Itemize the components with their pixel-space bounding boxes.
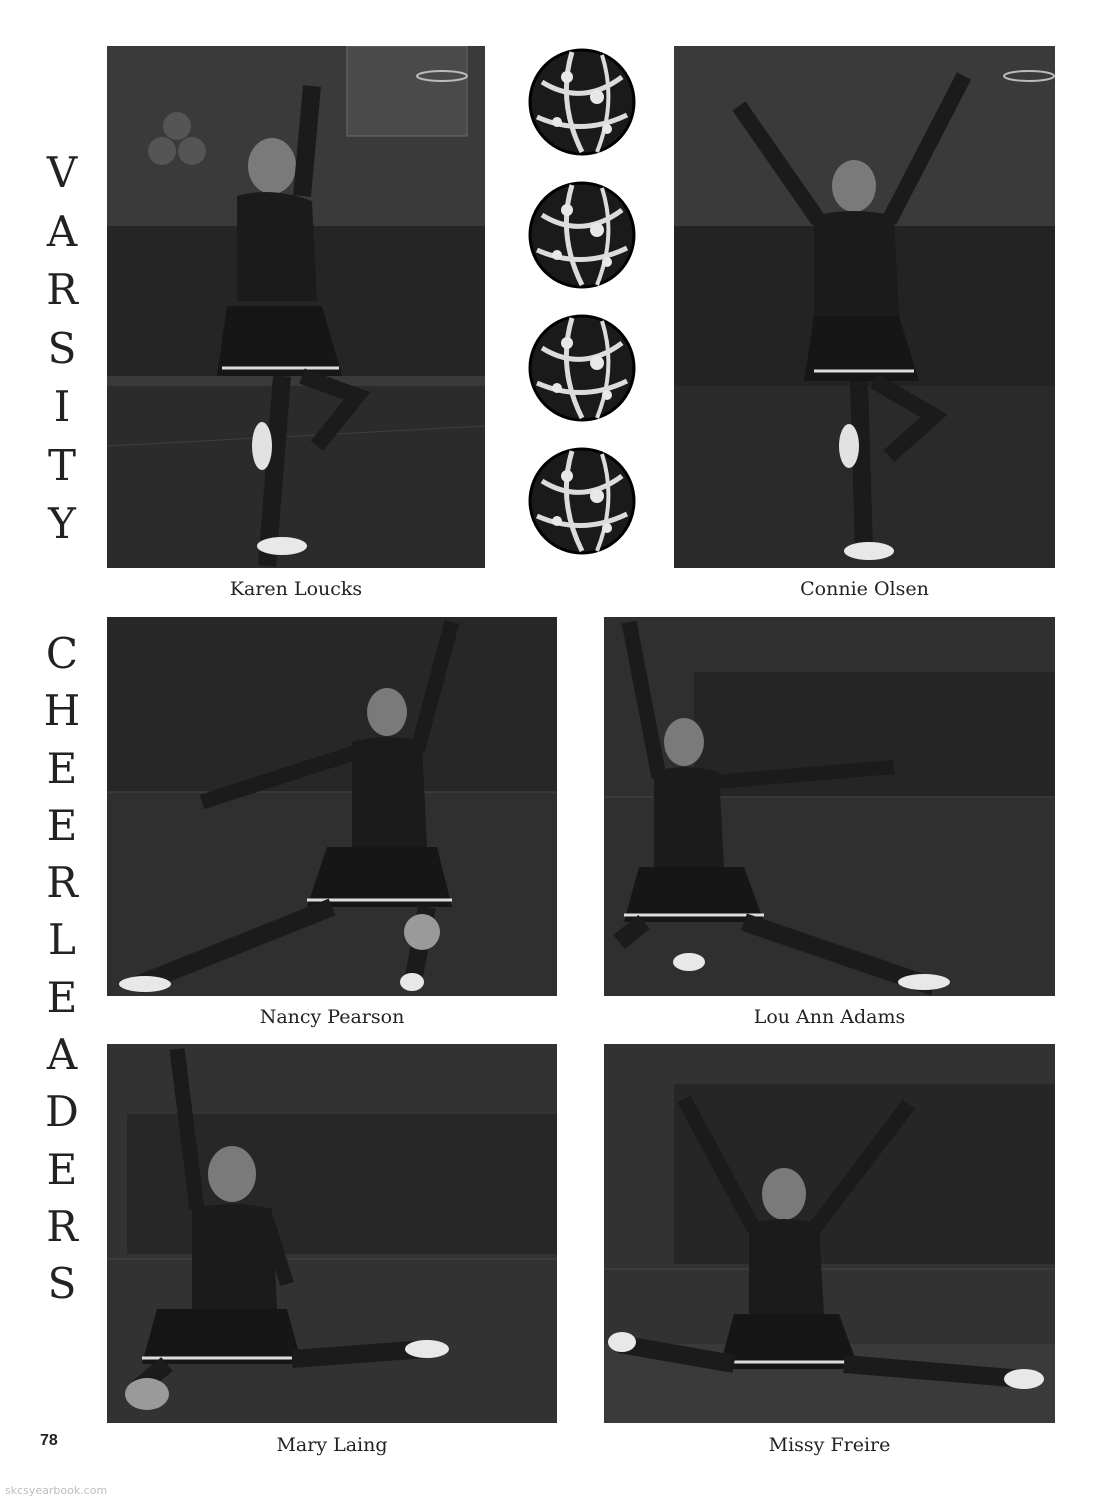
basketball-icon bbox=[527, 180, 637, 290]
basketball-icon bbox=[527, 446, 637, 556]
title-word-varsity bbox=[38, 148, 86, 562]
photo-scene bbox=[674, 46, 1055, 568]
title-word-cheerleaders bbox=[38, 629, 86, 1321]
watermark: skcsyearbook.com bbox=[5, 1484, 108, 1497]
title-letter: I bbox=[53, 382, 71, 431]
title-letter: S bbox=[47, 323, 77, 373]
title-letter: R bbox=[46, 1201, 78, 1251]
cheerleader-photo bbox=[107, 1044, 557, 1423]
basketball-icon bbox=[527, 313, 637, 423]
photo-scene bbox=[604, 1044, 1055, 1423]
photo-scene bbox=[107, 46, 485, 568]
title-letter: A bbox=[46, 206, 78, 256]
page-number: 78 bbox=[40, 1432, 58, 1449]
title-letter: E bbox=[46, 800, 78, 850]
photo-caption: Connie Olsen bbox=[800, 578, 929, 600]
title-letter: S bbox=[47, 1259, 77, 1309]
photo-caption: Lou Ann Adams bbox=[753, 1006, 906, 1028]
title-letter: V bbox=[46, 148, 78, 197]
title-letter: L bbox=[48, 915, 76, 965]
title-letter: R bbox=[46, 265, 78, 314]
title-letter: E bbox=[46, 972, 78, 1022]
photo-caption: Karen Loucks bbox=[229, 578, 363, 600]
cheerleader-photo bbox=[674, 46, 1055, 568]
title-letter: T bbox=[47, 440, 76, 490]
photo-scene bbox=[604, 617, 1055, 996]
photo-caption: Mary Laing bbox=[276, 1434, 388, 1456]
title-letter: E bbox=[46, 743, 78, 793]
basketball-icon bbox=[527, 47, 637, 157]
cheerleader-photo bbox=[107, 46, 485, 568]
cheerleader-photo bbox=[604, 617, 1055, 996]
title-letter: R bbox=[46, 858, 78, 908]
photo-scene bbox=[107, 617, 557, 996]
title-letter: Y bbox=[48, 499, 76, 548]
title-letter: C bbox=[45, 629, 79, 678]
title-letter: D bbox=[45, 1087, 79, 1137]
title-letter: A bbox=[46, 1030, 78, 1080]
title-letter: H bbox=[43, 686, 81, 736]
photo-caption: Nancy Pearson bbox=[259, 1006, 405, 1028]
cheerleader-photo bbox=[604, 1044, 1055, 1423]
title-letter: E bbox=[46, 1144, 78, 1194]
photo-caption: Missy Freire bbox=[768, 1434, 891, 1456]
photo-scene bbox=[107, 1044, 557, 1423]
cheerleader-photo bbox=[107, 617, 557, 996]
